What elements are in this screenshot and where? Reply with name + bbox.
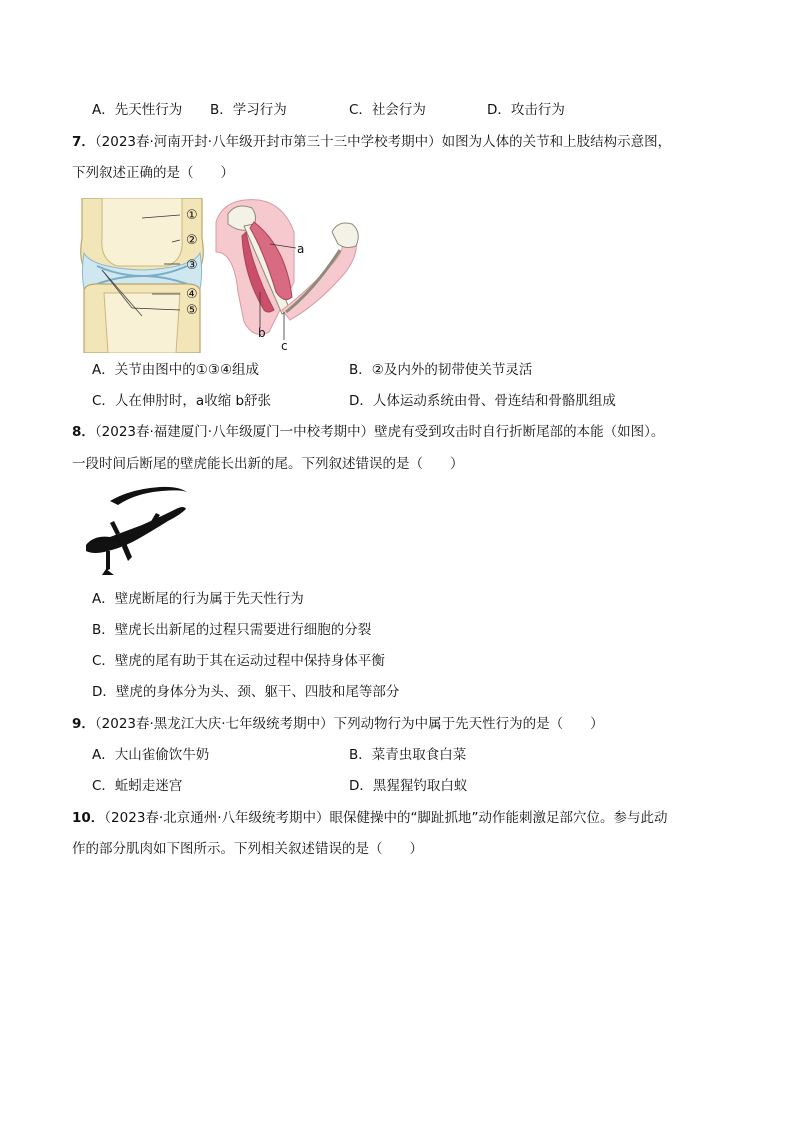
q10-stem-line2: 作的部分肌肉如下图所示。下列相关叙述错误的是（ ） — [72, 841, 423, 857]
q6-option-c: C．社会行为 — [349, 102, 426, 118]
q9-stem: 下列动物行为中属于先天性行为的是（ ） — [333, 716, 604, 732]
q10-number: 10． — [72, 810, 105, 826]
q8-stem-line2: 一段时间后断尾的壁虎能长出新的尾。下列叙述错误的是（ ） — [72, 456, 464, 472]
gecko-silhouette — [80, 485, 195, 577]
joint-label-3: ③ — [186, 258, 198, 273]
arm-label-c: c — [281, 339, 288, 353]
joint-label-5: ⑤ — [186, 303, 198, 318]
q10-stem-line1 — [72, 808, 668, 828]
joint-label-1: ① — [186, 208, 198, 223]
q8-number: 8． — [72, 424, 95, 440]
q8-option-d: D．壁虎的身体分为头、颈、躯干、四肢和尾等部分 — [92, 684, 400, 700]
q6-option-a: A．先天性行为 — [92, 102, 183, 118]
q6-option-d: D．攻击行为 — [487, 102, 565, 118]
q10-source: （2023春·北京通州·八年级统考期中） — [104, 810, 330, 826]
q8-option-c: C．壁虎的尾有助于其在运动过程中保持身体平衡 — [92, 653, 385, 669]
q9-option-b: B．菜青虫取食白菜 — [349, 747, 467, 763]
q8-source: （2023春·福建厦门·八年级厦门一中校考期中） — [94, 424, 375, 440]
q9-option-a: A．大山雀偷饮牛奶 — [92, 747, 210, 763]
q7-option-c: C．人在伸肘时，a收缩 b舒张 — [92, 393, 272, 409]
joint-label-2: ② — [186, 233, 198, 248]
q7-option-a: A．关节由图中的①③④组成 — [92, 362, 260, 378]
q7-stem-line2: 下列叙述正确的是（ ） — [72, 165, 234, 181]
q9-stem-line1 — [72, 714, 604, 734]
q9-option-d: D．黑猩猩钓取白蚁 — [349, 778, 468, 794]
joint-label-4: ④ — [186, 287, 198, 302]
q7-number: 7． — [72, 134, 95, 150]
q8-option-b: B．壁虎长出新尾的过程只需要进行细胞的分裂 — [92, 622, 372, 638]
q7-stem: 如图为人体的关节和上肢结构示意图， — [441, 134, 672, 150]
q7-source: （2023春·河南开封·八年级开封市第三十三中学校考期中） — [94, 134, 442, 150]
q7-stem-line1 — [72, 132, 671, 152]
q8-stem: 壁虎有受到攻击时自行折断尾部的本能（如图）。 — [374, 424, 665, 440]
q7-option-d: D．人体运动系统由骨、骨连结和骨骼肌组成 — [349, 393, 616, 409]
q7-option-b: B．②及内外的韧带使关节灵活 — [349, 362, 533, 378]
q8-option-a: A．壁虎断尾的行为属于先天性行为 — [92, 591, 304, 607]
q9-source: （2023春·黑龙江大庆·七年级统考期中） — [94, 716, 334, 732]
q8-stem-line1 — [72, 422, 664, 442]
arm-diagram — [214, 192, 364, 347]
arm-label-b: b — [258, 326, 266, 340]
q9-number: 9． — [72, 716, 95, 732]
q6-option-b: B．学习行为 — [210, 102, 287, 118]
q9-option-c: C．蚯蚓走迷宫 — [92, 778, 183, 794]
arm-label-a: a — [297, 242, 305, 256]
q10-stem: 眼保健操中的“脚趾抓地”动作能刺激足部穴位。参与此动 — [329, 810, 668, 826]
